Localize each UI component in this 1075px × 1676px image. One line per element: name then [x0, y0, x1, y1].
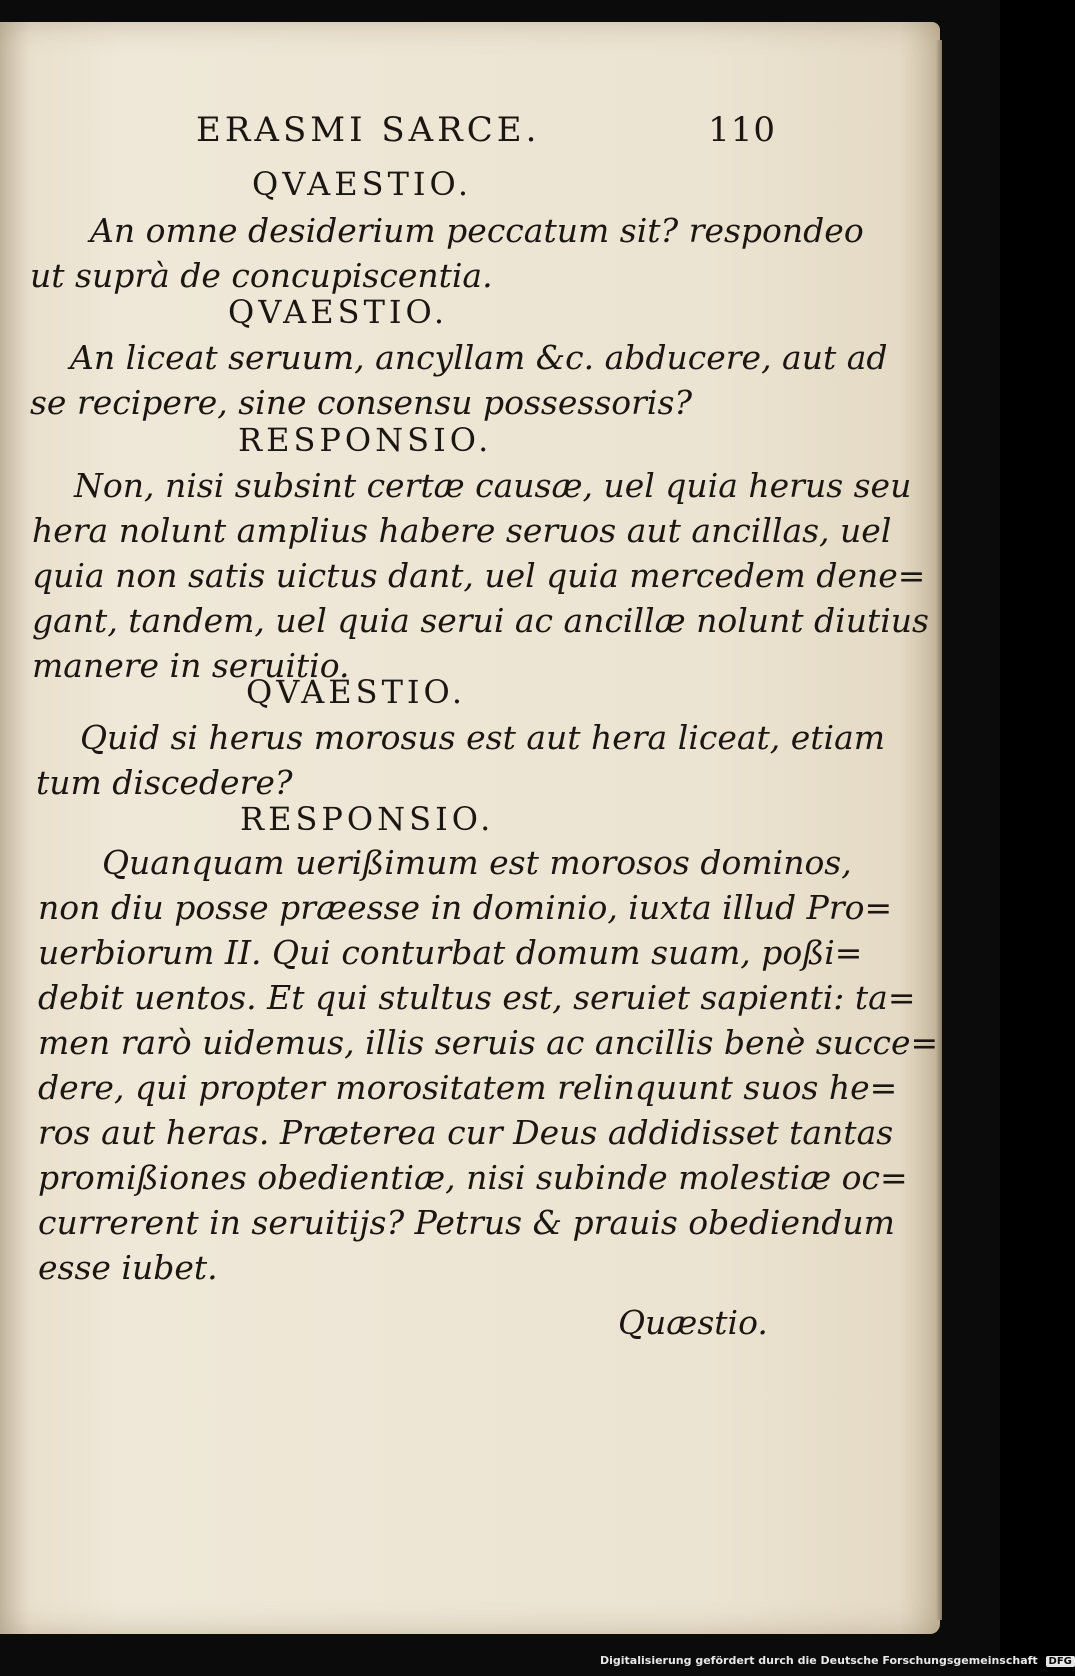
page-number: 110	[708, 110, 776, 150]
text-line: men rarò uidemus, illis seruis ac ancillis benè succe=	[38, 1023, 939, 1062]
text-line: ros aut heras. Præterea cur Deus addidisset tantas	[38, 1113, 894, 1152]
text-line: ut suprà de concupiscentia.	[30, 256, 493, 295]
question-heading-1: QVAESTIO.	[252, 165, 473, 203]
text-line: gant, tandem, uel quia serui ac ancillæ nolunt diutius	[32, 601, 929, 640]
question-heading-3: QVAESTIO.	[246, 673, 467, 711]
response-heading-1: RESPONSIO.	[238, 421, 493, 459]
text-line: esse iubet.	[38, 1248, 218, 1287]
text-line: uerbiorum II. Qui conturbat domum suam, poßi=	[38, 933, 863, 972]
running-header	[196, 108, 776, 156]
digitization-credit	[600, 1654, 1075, 1667]
question-heading-2: QVAESTIO.	[228, 293, 449, 331]
text-line: Non, nisi subsint certæ causæ, uel quia herus seu	[74, 466, 912, 505]
credit-text: Digitalisierung gefördert durch die Deutsche Forschungsgemeinschaft	[600, 1654, 1038, 1667]
text-line: non diu posse præesse in dominio, iuxta illud Pro=	[38, 888, 893, 927]
page-edge	[936, 40, 942, 1620]
text-line: tum discedere?	[36, 763, 293, 802]
text-line: manere in seruitio.	[32, 646, 350, 685]
text-line: currerent in seruitijs? Petrus & prauis obediendum	[38, 1203, 895, 1242]
text-line: Quanquam uerißimum est morosos dominos,	[102, 843, 852, 882]
text-line: quia non satis uictus dant, uel quia mercedem dene=	[32, 556, 926, 595]
text-line: hera nolunt amplius habere seruos aut ancillas, uel	[32, 511, 892, 550]
text-line: se recipere, sine consensu possessoris?	[30, 383, 693, 422]
catchword: Quæstio.	[618, 1303, 768, 1342]
text-line: An omne desiderium peccatum sit? respondeo	[90, 211, 864, 250]
text-line: Quid si herus morosus est aut hera liceat, etiam	[80, 718, 886, 757]
dfg-logo: DFG	[1046, 1656, 1075, 1667]
text-line: An liceat seruum, ancyllam &c. abducere, aut ad	[70, 338, 888, 377]
text-line: promißiones obedientiæ, nisi subinde molestiæ oc=	[38, 1158, 908, 1197]
response-heading-2: RESPONSIO.	[240, 800, 495, 838]
running-title: ERASMI SARCE.	[196, 110, 541, 150]
text-line: dere, qui propter morositatem relinquunt suos he=	[38, 1068, 898, 1107]
text-line: debit uentos. Et qui stultus est, seruiet sapienti: ta=	[38, 978, 916, 1017]
